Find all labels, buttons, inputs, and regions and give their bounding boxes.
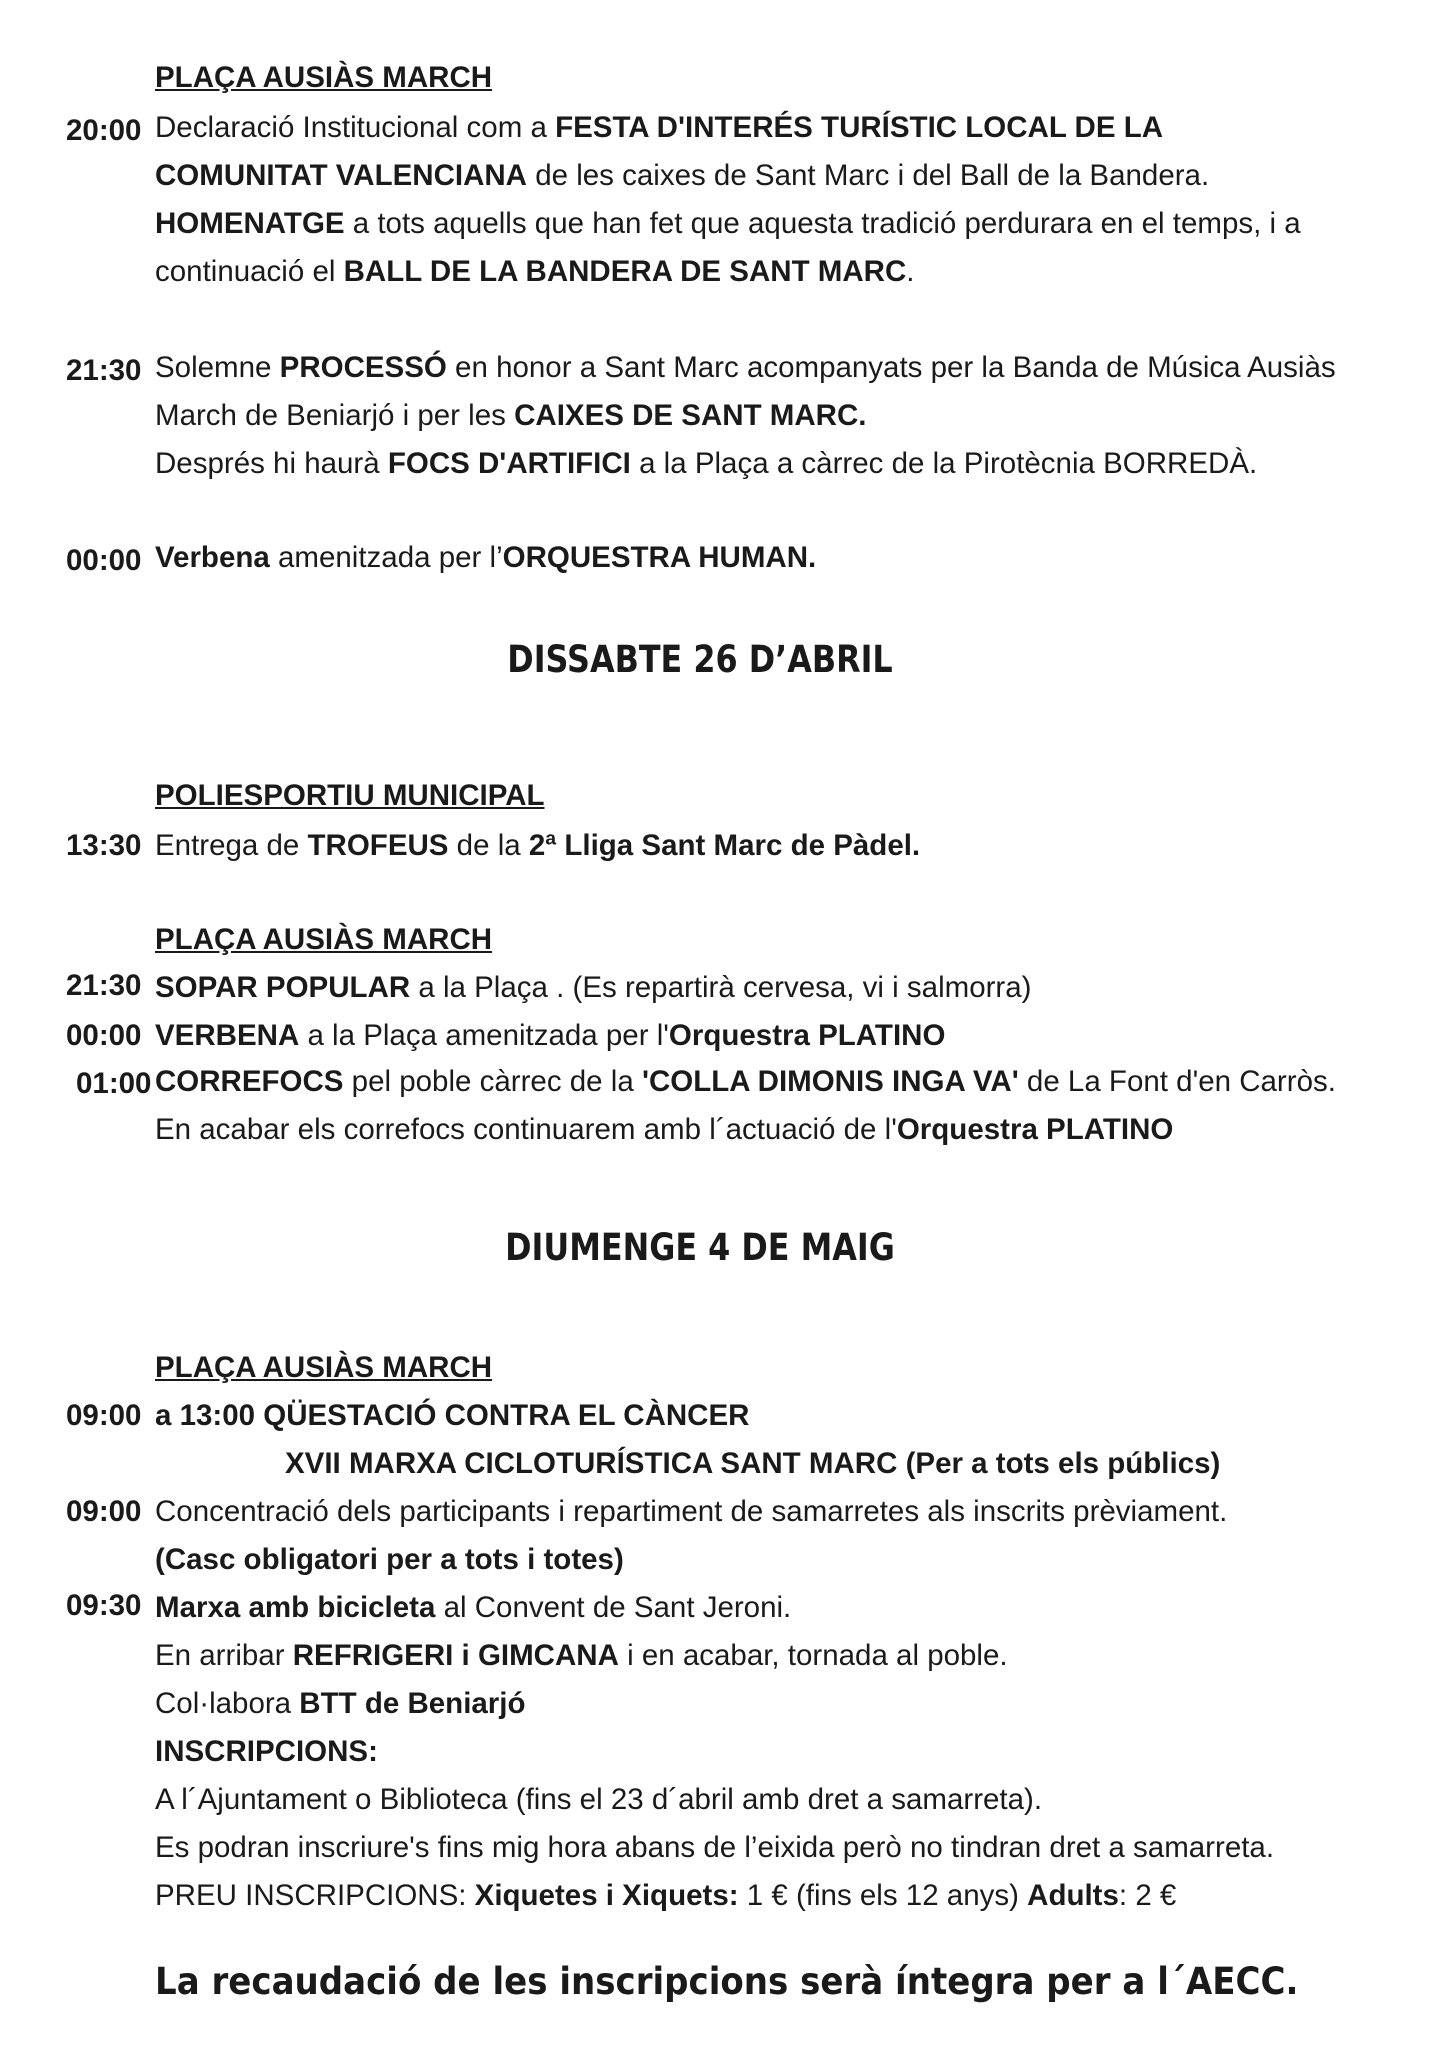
event-time: 00:00	[66, 1019, 142, 1052]
event-description: XVII MARXA CICLOTURÍSTICA SANT MARC (Per a tots els públics)	[285, 1447, 1221, 1480]
price-line: PREU INSCRIPCIONS: Xiquetes i Xiquets: 1 € (fins els 12 anys) Adults: 2 €	[155, 1879, 1177, 1912]
event-time: 09:00	[66, 1495, 142, 1528]
inscriptions-heading: INSCRIPCIONS:	[155, 1735, 378, 1768]
day-heading: DIUMENGE 4 DE MAIG	[505, 1226, 895, 1269]
event-time: 13:30	[66, 829, 142, 862]
location-heading: PLAÇA AUSIÀS MARCH	[155, 61, 493, 94]
day-heading: DISSABTE 26 D’ABRIL	[507, 638, 893, 681]
event-description: Marxa amb bicicleta al Convent de Sant Jeroni.	[155, 1591, 792, 1624]
event-time: 20:00	[66, 114, 142, 147]
event-description: Declaració Institucional com a FESTA D'INTERÉS TURÍSTIC LOCAL DE LA	[155, 111, 1164, 144]
event-description: Es podran inscriure's fins mig hora abans de l’eixida però no tindran dret a samarreta.	[155, 1831, 1275, 1864]
event-description: (Casc obligatori per a tots i totes)	[155, 1543, 624, 1576]
event-time: 21:30	[66, 969, 142, 1002]
location-heading: PLAÇA AUSIÀS MARCH	[155, 923, 493, 956]
event-description: SOPAR POPULAR a la Plaça . (Es repartirà cervesa, vi i salmorra)	[155, 971, 1032, 1004]
event-description: March de Beniarjó i per les CAIXES DE SANT MARC.	[155, 399, 867, 432]
event-time: 21:30	[66, 354, 142, 387]
event-time: 01:00	[76, 1067, 152, 1100]
location-heading: POLIESPORTIU MUNICIPAL	[155, 779, 545, 812]
event-description: Col·labora BTT de Beniarjó	[155, 1687, 526, 1720]
event-description: Concentració dels participants i repartiment de samarretes als inscrits prèviament.	[155, 1495, 1228, 1528]
event-description: continuació el BALL DE LA BANDERA DE SANT MARC.	[155, 255, 915, 288]
event-description: En arribar REFRIGERI i GIMCANA i en acabar, tornada al poble.	[155, 1639, 1008, 1672]
location-heading: PLAÇA AUSIÀS MARCH	[155, 1351, 493, 1384]
event-description: A l´Ajuntament o Biblioteca (fins el 23 d´abril amb dret a samarreta).	[155, 1783, 1043, 1816]
event-description: a 13:00 QÜESTACIÓ CONTRA EL CÀNCER	[155, 1399, 750, 1432]
event-description: CORREFOCS pel poble càrrec de la 'COLLA DIMONIS INGA VA' de La Font d'en Carròs.	[155, 1065, 1336, 1098]
event-description: COMUNITAT VALENCIANA de les caixes de Sant Marc i del Ball de la Bandera.	[155, 159, 1210, 192]
event-time: 00:00	[66, 544, 142, 577]
event-time: 09:30	[66, 1589, 142, 1622]
event-description: Després hi haurà FOCS D'ARTIFICI a la Plaça a càrrec de la Pirotècnia BORREDÀ.	[155, 447, 1258, 480]
event-description: VERBENA a la Plaça amenitzada per l'Orquestra PLATINO	[155, 1019, 946, 1052]
event-description: Solemne PROCESSÓ en honor a Sant Marc acompanyats per la Banda de Música Ausiàs	[155, 351, 1336, 384]
event-description: Entrega de TROFEUS de la 2ª Lliga Sant Marc de Pàdel.	[155, 829, 921, 862]
footer-note: La recaudació de les inscripcions serà íntegra per a l´AECC.	[155, 1960, 1299, 2003]
event-description: Verbena amenitzada per l’ORQUESTRA HUMAN.	[155, 541, 817, 574]
event-description: En acabar els correfocs continuarem amb l´actuació de l'Orquestra PLATINO	[155, 1113, 1174, 1146]
event-description: HOMENATGE a tots aquells que han fet que aquesta tradició perdurara en el temps, i a	[155, 207, 1301, 240]
event-time: 09:00	[66, 1399, 142, 1432]
